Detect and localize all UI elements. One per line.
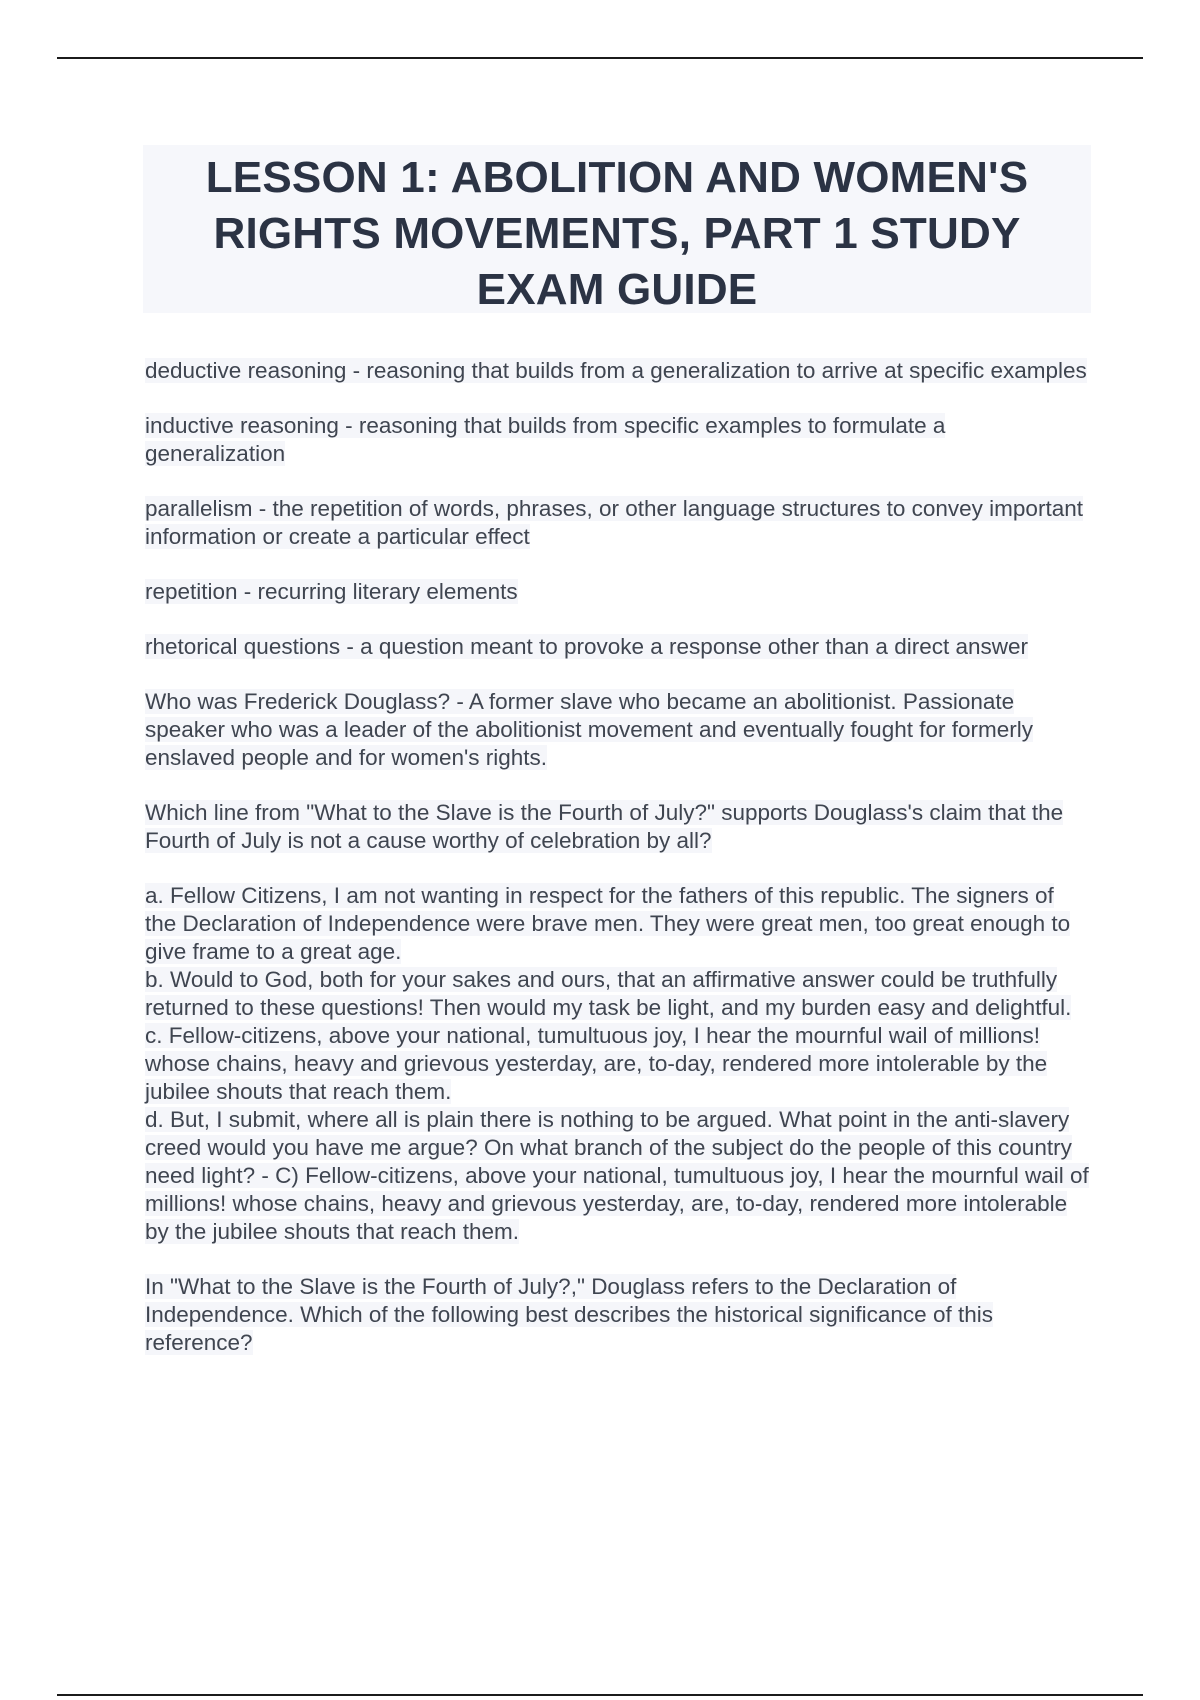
document-body [145, 357, 1090, 1384]
answer-option-d: d. But, I submit, where all is plain there is nothing to be argued. What point in the anti-slavery creed would you have me argue? On what branch of the subject do the people of this country need light? - C) Fellow-citizens, above your national, tumultuous joy, I hear the mournful wail of millions! whose chains, heavy and grievous yesterday, are, to-day, rendered more intolerable by the jubilee shouts that reach them. [145, 1107, 1089, 1244]
title-banner [143, 145, 1091, 313]
answer-option-a: a. Fellow Citizens, I am not wanting in respect for the fathers of this republic. The signers of the Declaration of Independence were brave men. They were great men, too great enough to give frame to a great age. [145, 883, 1071, 964]
answer-option-b: b. Would to God, both for your sakes and ours, that an affirmative answer could be truthfully returned to these questions! Then would my task be light, and my burden easy and delightful. [145, 967, 1072, 1020]
answer-option-c: c. Fellow-citizens, above your national, tumultuous joy, I hear the mournful wail of millions! whose chains, heavy and grievous yesterday, are, to-day, rendered more intolerable by the jubilee shouts that reach them. [145, 1023, 1048, 1104]
document-title: LESSON 1: ABOLITION AND WOMEN'S RIGHTS MOVEMENTS, PART 1 STUDY EXAM GUIDE [205, 153, 1029, 314]
definition-deductive-reasoning: deductive reasoning - reasoning that builds from a generalization to arrive at specific examples [145, 358, 1087, 383]
question-fourth-of-july-claim: Which line from "What to the Slave is the Fourth of July?" supports Douglass's claim that the Fourth of July is not a cause worthy of celebration by all? [145, 800, 1064, 853]
question-frederick-douglass: Who was Frederick Douglass? - A former slave who became an abolitionist. Passionate speaker who was a leader of the abolitionist movement and eventually fought for formerly enslaved people and for women's rights. [145, 689, 1033, 770]
top-divider [57, 57, 1143, 59]
question-declaration-reference: In "What to the Slave is the Fourth of July?," Douglass refers to the Declaration of Independence. Which of the following best describes the historical significance of this reference? [145, 1274, 993, 1355]
bottom-divider [57, 1694, 1143, 1696]
answer-options [145, 882, 1090, 1246]
definition-inductive-reasoning: inductive reasoning - reasoning that builds from specific examples to formulate a generalization [145, 413, 946, 466]
definition-parallelism: parallelism - the repetition of words, phrases, or other language structures to convey important information or create a particular effect [145, 496, 1083, 549]
definition-repetition: repetition - recurring literary elements [145, 579, 518, 604]
definition-rhetorical-questions: rhetorical questions - a question meant to provoke a response other than a direct answer [145, 634, 1029, 659]
